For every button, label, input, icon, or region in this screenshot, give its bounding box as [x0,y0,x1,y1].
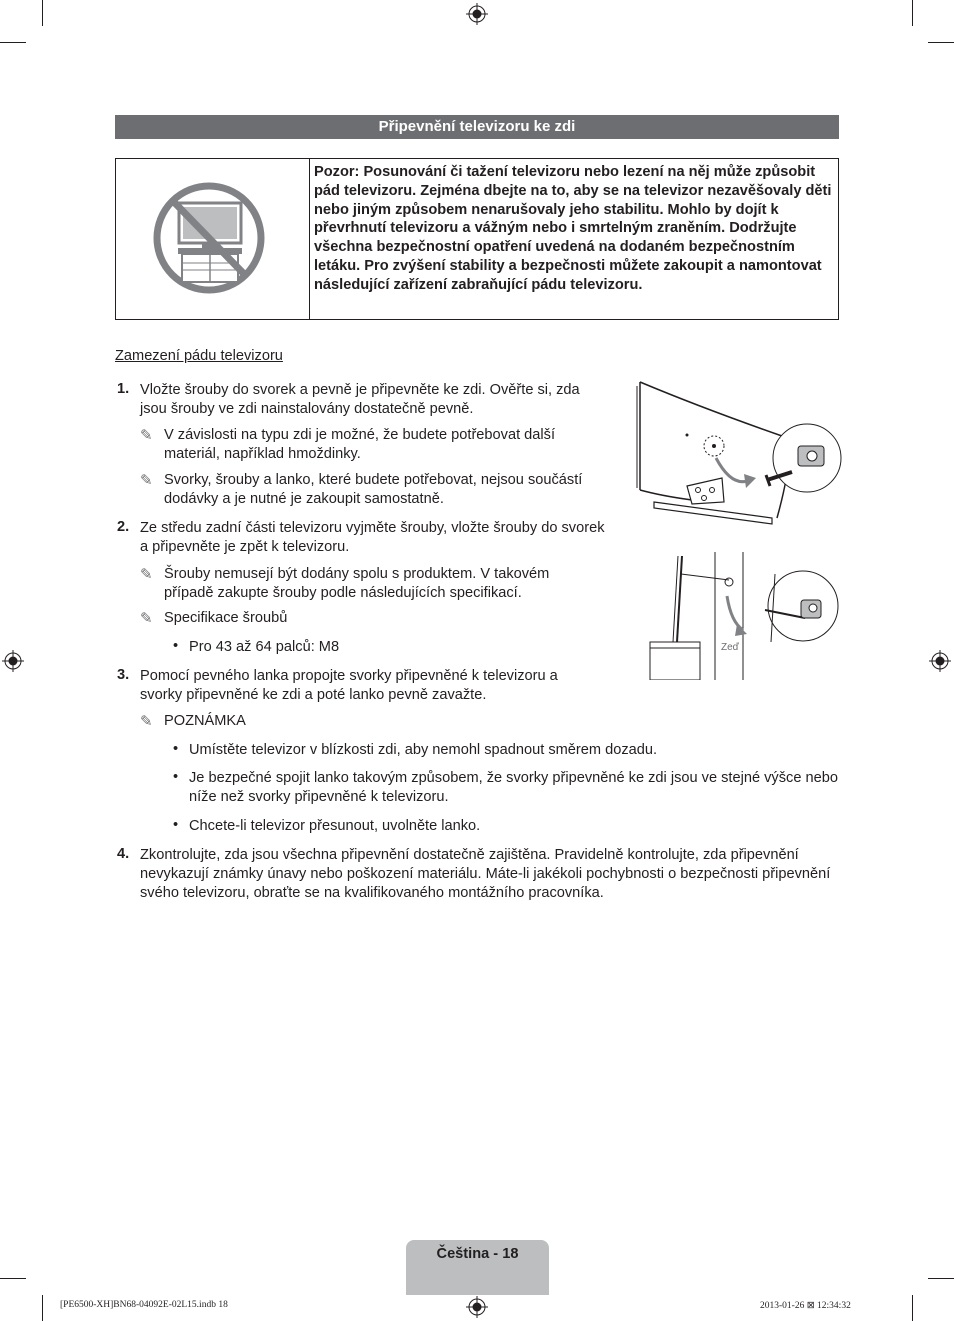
bullet-icon: • [173,638,179,654]
bullet-text: Umístěte televizor v blízkosti zdi, aby nemohl spadnout směrem dozadu. [189,742,658,758]
bullet-text: Chcete-li televizor přesunout, uvolněte lanko. [189,818,481,834]
note-pencil-icon: ✎ [140,566,153,583]
registration-mark-icon [929,650,951,672]
step-text: Pomocí pevného lanka propojte svorky připevněné k televizoru a svorky připevněné ke zdi a poté lanko pevně zavažte. [140,668,558,703]
note-pencil-icon: ✎ [140,472,153,489]
page-number: Čeština - 18 [436,1246,519,1262]
note-text: Specifikace šroubů [164,610,288,626]
trim-mark [0,1278,26,1279]
bullet-icon: • [173,769,179,785]
step-number: 1. [117,381,130,397]
trim-mark [42,0,43,26]
bullet-icon: • [173,741,179,757]
step-number: 2. [117,519,130,535]
note-text: Svorky, šrouby a lanko, které budete potřebovat, nejsou součástí dodávky a je nutné je zakoupit samostatně. [164,472,583,507]
step-number: 3. [117,667,130,683]
note-title: POZNÁMKA [164,713,246,729]
registration-mark-icon [466,3,488,25]
trim-mark [912,0,913,26]
warning-box [115,158,839,320]
registration-mark-icon [2,650,24,672]
note-text: V závislosti na typu zdi je možné, že budete potřebovat další materiál, například hmoždinky. [164,427,556,462]
note-pencil-icon: ✎ [140,427,153,444]
bullet-icon: • [173,817,179,833]
tv-clamp-figure [632,378,842,528]
bullet-text: Pro 43 až 64 palců: M8 [189,639,340,655]
step-text: Vložte šrouby do svorek a pevně je připevněte ke zdi. Ověřte si, zda jsou šrouby ve zdi nainstalovány dostatečně pevně. [140,382,580,417]
slug-right: 2013-01-26 ⊠ 12:34:32 [760,1301,851,1311]
step-text: Zkontrolujte, zda jsou všechna připevnění dostatečně zajištěna. Pravidelně kontrolujte, zda připevnění nevykazují známky únavy nebo poškození materiálu. Máte-li jakékoli pochybnosti o bezpečnosti připevnění svého televizoru, obraťte se na kvalifikovaného montážního pracovníka. [140,847,831,901]
wall-label: Zeď [721,642,739,653]
warning-image [116,159,310,319]
note-text: Šrouby nemusejí být dodány spolu s produktem. V takovém případě zakupte šrouby podle následujících specifikací. [164,566,550,601]
note-pencil-icon: ✎ [140,713,153,730]
slug-left: [PE6500-XH]BN68-04092E-02L15.indb 18 [60,1300,228,1310]
no-climbing-tv-icon [116,159,309,319]
trim-mark [42,1295,43,1321]
warning-text: Pozor: Posunování či tažení televizoru nebo lezení na něj může způsobit pád televizoru. Zejména dbejte na to, aby se na televizor nezavěšovaly děti nebo jiným způsobem nenarušovaly jeho stabilitu. Mohlo by dojít k převrhnutí televizoru a vážným nebo i smrtelným zraněním. Dodržujte všechna bezpečnostní opatření uvedená na dodaném bezpečnostním letáku. Pro zvýšení stability a bezpečnosti můžete zakoupit a namontovat následující zařízení zabraňující pádu televizoru. [314,164,832,293]
wall-clamp-figure [645,552,845,680]
trim-mark [928,1278,954,1279]
registration-mark-icon [466,1296,488,1318]
step-number: 4. [117,846,130,862]
trim-mark [928,42,954,43]
section-title: Připevnění televizoru ke zdi [115,115,839,139]
trim-mark [912,1295,913,1321]
trim-mark [0,42,26,43]
subheading: Zamezení pádu televizoru [115,348,283,364]
step-text: Ze středu zadní části televizoru vyjměte šrouby, vložte šrouby do svorek a připevněte je zpět k televizoru. [140,520,605,555]
note-pencil-icon: ✎ [140,610,153,627]
bullet-text: Je bezpečné spojit lanko takovým způsobem, že svorky připevněné ke zdi jsou ve stejné výšce nebo níže než svorky připevněné k televizoru. [189,770,838,805]
